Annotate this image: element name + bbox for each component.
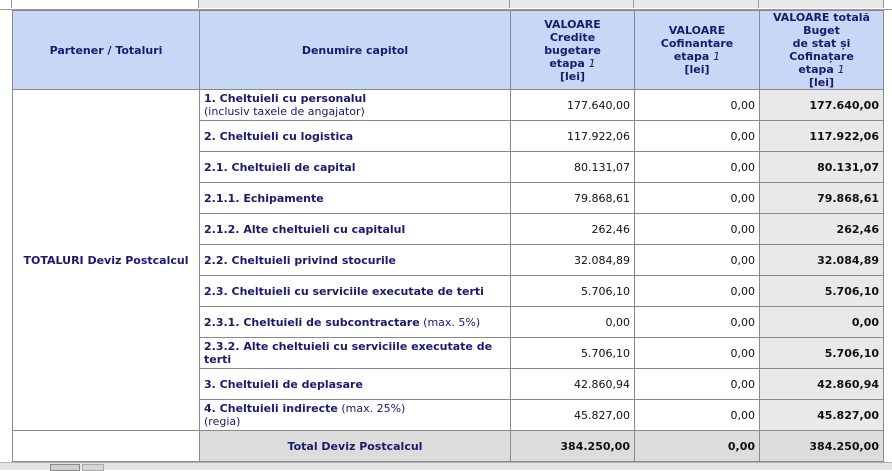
partner-header: Partener / Totaluri bbox=[13, 11, 200, 90]
credite-cell: 42.860,94 bbox=[511, 369, 635, 400]
credite-cell: 5.706,10 bbox=[511, 338, 635, 369]
total-cell: 262,46 bbox=[760, 214, 884, 245]
grand-total-cell: 384.250,00 bbox=[760, 431, 884, 462]
scrollbar-thumb[interactable] bbox=[50, 464, 80, 471]
total-cell: 5.706,10 bbox=[760, 338, 884, 369]
total-value-header: VALOARE totală Buget de stat și Cofinațare etapa 1 [lei] bbox=[760, 11, 884, 90]
cofinantare-cell: 0,00 bbox=[635, 369, 760, 400]
chapter-header: Denumire capitol bbox=[200, 11, 511, 90]
credite-cell: 5.706,10 bbox=[511, 276, 635, 307]
total-cell: 5.706,10 bbox=[760, 276, 884, 307]
table-row bbox=[13, 90, 884, 121]
total-cell: 177.640,00 bbox=[760, 90, 884, 121]
cofinantare-cell: 0,00 bbox=[635, 245, 760, 276]
scrollbar-button[interactable] bbox=[82, 464, 104, 471]
credite-cell: 262,46 bbox=[511, 214, 635, 245]
cofinantare-cell: 0,00 bbox=[635, 183, 760, 214]
partner-cell: TOTALURI Deviz Postcalcul bbox=[13, 90, 200, 431]
chapter-cell: 2.1. Cheltuieli de capital bbox=[200, 152, 511, 183]
cofinantare-cell: 0,00 bbox=[635, 121, 760, 152]
header-row bbox=[13, 11, 884, 90]
total-partner-cell bbox=[13, 431, 200, 462]
chapter-cell: 4. Cheltuieli indirecte (max. 25%) (regia) bbox=[200, 400, 511, 431]
total-credite-cell: 384.250,00 bbox=[511, 431, 635, 462]
chapter-cell: 2.2. Cheltuieli privind stocurile bbox=[200, 245, 511, 276]
cofinantare-cell: 0,00 bbox=[635, 90, 760, 121]
chapter-cell: 1. Cheltuieli cu personalul (inclusiv taxele de angajator) bbox=[200, 90, 511, 121]
cofinantare-cell: 0,00 bbox=[635, 276, 760, 307]
credite-header: VALOARE Credite bugetare etapa 1 [lei] bbox=[511, 11, 635, 90]
credite-cell: 117.922,06 bbox=[511, 121, 635, 152]
credite-cell: 79.868,61 bbox=[511, 183, 635, 214]
cofinantare-cell: 0,00 bbox=[635, 400, 760, 431]
chapter-cell: 2.3.2. Alte cheltuieli cu serviciile executate de terti bbox=[200, 338, 511, 369]
budget-table bbox=[12, 10, 884, 462]
credite-cell: 45.827,00 bbox=[511, 400, 635, 431]
chapter-cell: 2.3.1. Cheltuieli de subcontractare (max. 5%) bbox=[200, 307, 511, 338]
previous-row-edge bbox=[0, 0, 892, 10]
cofinantare-cell: 0,00 bbox=[635, 152, 760, 183]
chapter-cell: 2.1.2. Alte cheltuieli cu capitalul bbox=[200, 214, 511, 245]
total-cofinantare-cell: 0,00 bbox=[635, 431, 760, 462]
total-cell: 80.131,07 bbox=[760, 152, 884, 183]
cofinantare-cell: 0,00 bbox=[635, 307, 760, 338]
cofinantare-cell: 0,00 bbox=[635, 338, 760, 369]
credite-cell: 32.084,89 bbox=[511, 245, 635, 276]
credite-cell: 0,00 bbox=[511, 307, 635, 338]
credite-cell: 80.131,07 bbox=[511, 152, 635, 183]
total-cell: 45.827,00 bbox=[760, 400, 884, 431]
credite-cell: 177.640,00 bbox=[511, 90, 635, 121]
cofinantare-header: VALOARE Cofinantare etapa 1 [lei] bbox=[635, 11, 760, 90]
total-cell: 79.868,61 bbox=[760, 183, 884, 214]
total-row bbox=[13, 431, 884, 462]
chapter-cell: 2.3. Cheltuieli cu serviciile executate de terti bbox=[200, 276, 511, 307]
total-cell: 117.922,06 bbox=[760, 121, 884, 152]
total-label: Total Deviz Postcalcul bbox=[200, 431, 511, 462]
chapter-cell: 2. Cheltuieli cu logistica bbox=[200, 121, 511, 152]
total-cell: 0,00 bbox=[760, 307, 884, 338]
total-cell: 32.084,89 bbox=[760, 245, 884, 276]
cofinantare-cell: 0,00 bbox=[635, 214, 760, 245]
chapter-cell: 3. Cheltuieli de deplasare bbox=[200, 369, 511, 400]
chapter-cell: 2.1.1. Echipamente bbox=[200, 183, 511, 214]
total-cell: 42.860,94 bbox=[760, 369, 884, 400]
